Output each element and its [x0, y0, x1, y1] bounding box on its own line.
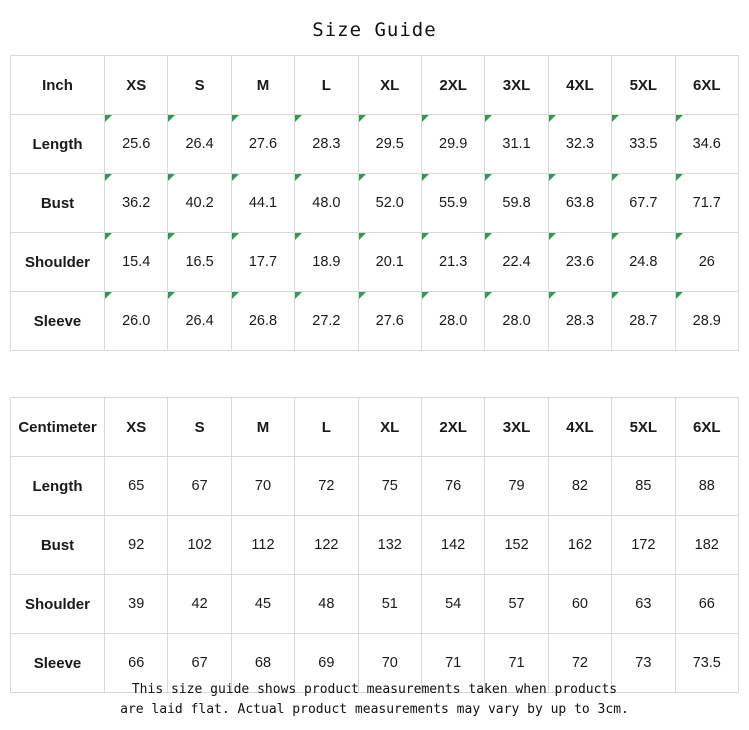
cell-length-5xl: 33.5	[612, 115, 675, 174]
size-header-5xl: 5XL	[612, 398, 675, 457]
cell-sleeve-4xl: 28.3	[548, 292, 611, 351]
size-header-5xl: 5XL	[612, 56, 675, 115]
cell-bust-s: 102	[168, 516, 231, 575]
size-header-3xl: 3XL	[485, 398, 548, 457]
row-label-shoulder: Shoulder	[11, 575, 105, 634]
cell-shoulder-xs: 15.4	[105, 233, 168, 292]
cell-length-xl: 75	[358, 457, 421, 516]
cell-bust-s: 40.2	[168, 174, 231, 233]
table-row	[11, 233, 739, 292]
cell-length-2xl: 29.9	[421, 115, 484, 174]
cell-bust-2xl: 142	[421, 516, 484, 575]
cell-length-m: 27.6	[231, 115, 294, 174]
cell-shoulder-4xl: 23.6	[548, 233, 611, 292]
size-table-inch-body	[11, 56, 739, 351]
cell-shoulder-m: 17.7	[231, 233, 294, 292]
unit-label-inch: Inch	[11, 56, 105, 115]
cell-sleeve-2xl: 28.0	[421, 292, 484, 351]
table-row	[11, 174, 739, 233]
cell-shoulder-5xl: 63	[612, 575, 675, 634]
cell-length-2xl: 76	[421, 457, 484, 516]
cell-length-xs: 25.6	[105, 115, 168, 174]
footnote	[0, 680, 749, 720]
row-label-bust: Bust	[11, 516, 105, 575]
cell-bust-l: 122	[295, 516, 358, 575]
row-label-sleeve: Sleeve	[11, 292, 105, 351]
cell-length-4xl: 32.3	[548, 115, 611, 174]
size-header-xs: XS	[105, 398, 168, 457]
size-header-2xl: 2XL	[421, 398, 484, 457]
size-header-xl: XL	[358, 56, 421, 115]
size-header-6xl: 6XL	[675, 398, 738, 457]
cell-length-l: 28.3	[295, 115, 358, 174]
page-title: Size Guide	[312, 19, 437, 41]
table-separator	[0, 351, 749, 397]
cell-bust-l: 48.0	[295, 174, 358, 233]
row-label-length: Length	[11, 115, 105, 174]
cell-sleeve-3xl: 28.0	[485, 292, 548, 351]
size-header-6xl: 6XL	[675, 56, 738, 115]
cell-bust-6xl: 182	[675, 516, 738, 575]
cell-bust-xs: 92	[105, 516, 168, 575]
cell-sleeve-xs: 26.0	[105, 292, 168, 351]
cell-bust-xs: 36.2	[105, 174, 168, 233]
cell-bust-4xl: 63.8	[548, 174, 611, 233]
cell-bust-m: 44.1	[231, 174, 294, 233]
cell-shoulder-s: 42	[168, 575, 231, 634]
row-label-shoulder: Shoulder	[11, 233, 105, 292]
cell-length-3xl: 79	[485, 457, 548, 516]
cell-bust-3xl: 152	[485, 516, 548, 575]
cell-sleeve-m: 68	[231, 634, 294, 693]
table-row	[11, 292, 739, 351]
cell-bust-4xl: 162	[548, 516, 611, 575]
table-row	[11, 115, 739, 174]
cell-shoulder-l: 18.9	[295, 233, 358, 292]
table-row	[11, 575, 739, 634]
size-header-l: L	[295, 398, 358, 457]
table-header-row	[11, 398, 739, 457]
cell-length-3xl: 31.1	[485, 115, 548, 174]
cell-shoulder-s: 16.5	[168, 233, 231, 292]
cell-shoulder-4xl: 60	[548, 575, 611, 634]
footnote-line-2: are laid flat. Actual product measurements may vary by up to 3cm.	[120, 702, 629, 717]
cell-shoulder-3xl: 57	[485, 575, 548, 634]
cell-bust-xl: 52.0	[358, 174, 421, 233]
cell-shoulder-3xl: 22.4	[485, 233, 548, 292]
cell-length-4xl: 82	[548, 457, 611, 516]
cell-length-xs: 65	[105, 457, 168, 516]
cell-sleeve-l: 27.2	[295, 292, 358, 351]
cell-length-6xl: 88	[675, 457, 738, 516]
size-header-3xl: 3XL	[485, 56, 548, 115]
cell-sleeve-s: 26.4	[168, 292, 231, 351]
cell-bust-6xl: 71.7	[675, 174, 738, 233]
cell-shoulder-xl: 51	[358, 575, 421, 634]
cell-sleeve-6xl: 73.5	[675, 634, 738, 693]
size-header-xs: XS	[105, 56, 168, 115]
row-label-sleeve: Sleeve	[11, 634, 105, 693]
cell-bust-xl: 132	[358, 516, 421, 575]
cell-shoulder-2xl: 21.3	[421, 233, 484, 292]
size-table-centimeter-body	[11, 398, 739, 693]
cell-shoulder-m: 45	[231, 575, 294, 634]
cell-sleeve-3xl: 71	[485, 634, 548, 693]
size-header-4xl: 4XL	[548, 398, 611, 457]
size-table-inch	[10, 55, 739, 351]
cell-length-5xl: 85	[612, 457, 675, 516]
cell-shoulder-5xl: 24.8	[612, 233, 675, 292]
size-header-2xl: 2XL	[421, 56, 484, 115]
size-header-4xl: 4XL	[548, 56, 611, 115]
size-table-centimeter	[10, 397, 739, 693]
cell-length-l: 72	[295, 457, 358, 516]
unit-label-centimeter: Centimeter	[11, 398, 105, 457]
cell-sleeve-l: 69	[295, 634, 358, 693]
cell-bust-3xl: 59.8	[485, 174, 548, 233]
table-row	[11, 516, 739, 575]
row-label-bust: Bust	[11, 174, 105, 233]
cell-bust-m: 112	[231, 516, 294, 575]
size-header-xl: XL	[358, 398, 421, 457]
size-header-m: M	[231, 56, 294, 115]
table-row	[11, 457, 739, 516]
cell-sleeve-xs: 66	[105, 634, 168, 693]
cell-shoulder-6xl: 26	[675, 233, 738, 292]
cell-bust-2xl: 55.9	[421, 174, 484, 233]
cell-bust-5xl: 172	[612, 516, 675, 575]
cell-length-xl: 29.5	[358, 115, 421, 174]
size-header-m: M	[231, 398, 294, 457]
cell-length-6xl: 34.6	[675, 115, 738, 174]
cell-shoulder-2xl: 54	[421, 575, 484, 634]
size-header-s: S	[168, 56, 231, 115]
cell-length-s: 26.4	[168, 115, 231, 174]
cell-shoulder-6xl: 66	[675, 575, 738, 634]
cell-sleeve-6xl: 28.9	[675, 292, 738, 351]
cell-sleeve-s: 67	[168, 634, 231, 693]
cell-shoulder-xl: 20.1	[358, 233, 421, 292]
cell-length-s: 67	[168, 457, 231, 516]
size-header-l: L	[295, 56, 358, 115]
cell-shoulder-l: 48	[295, 575, 358, 634]
cell-sleeve-xl: 27.6	[358, 292, 421, 351]
cell-sleeve-4xl: 72	[548, 634, 611, 693]
cell-sleeve-m: 26.8	[231, 292, 294, 351]
table-header-row	[11, 56, 739, 115]
cell-length-m: 70	[231, 457, 294, 516]
cell-shoulder-xs: 39	[105, 575, 168, 634]
cell-bust-5xl: 67.7	[612, 174, 675, 233]
cell-sleeve-5xl: 28.7	[612, 292, 675, 351]
cell-sleeve-xl: 70	[358, 634, 421, 693]
size-header-s: S	[168, 398, 231, 457]
row-label-length: Length	[11, 457, 105, 516]
cell-sleeve-2xl: 71	[421, 634, 484, 693]
cell-sleeve-5xl: 73	[612, 634, 675, 693]
footnote-line-1: This size guide shows product measurements taken when products	[131, 682, 618, 697]
